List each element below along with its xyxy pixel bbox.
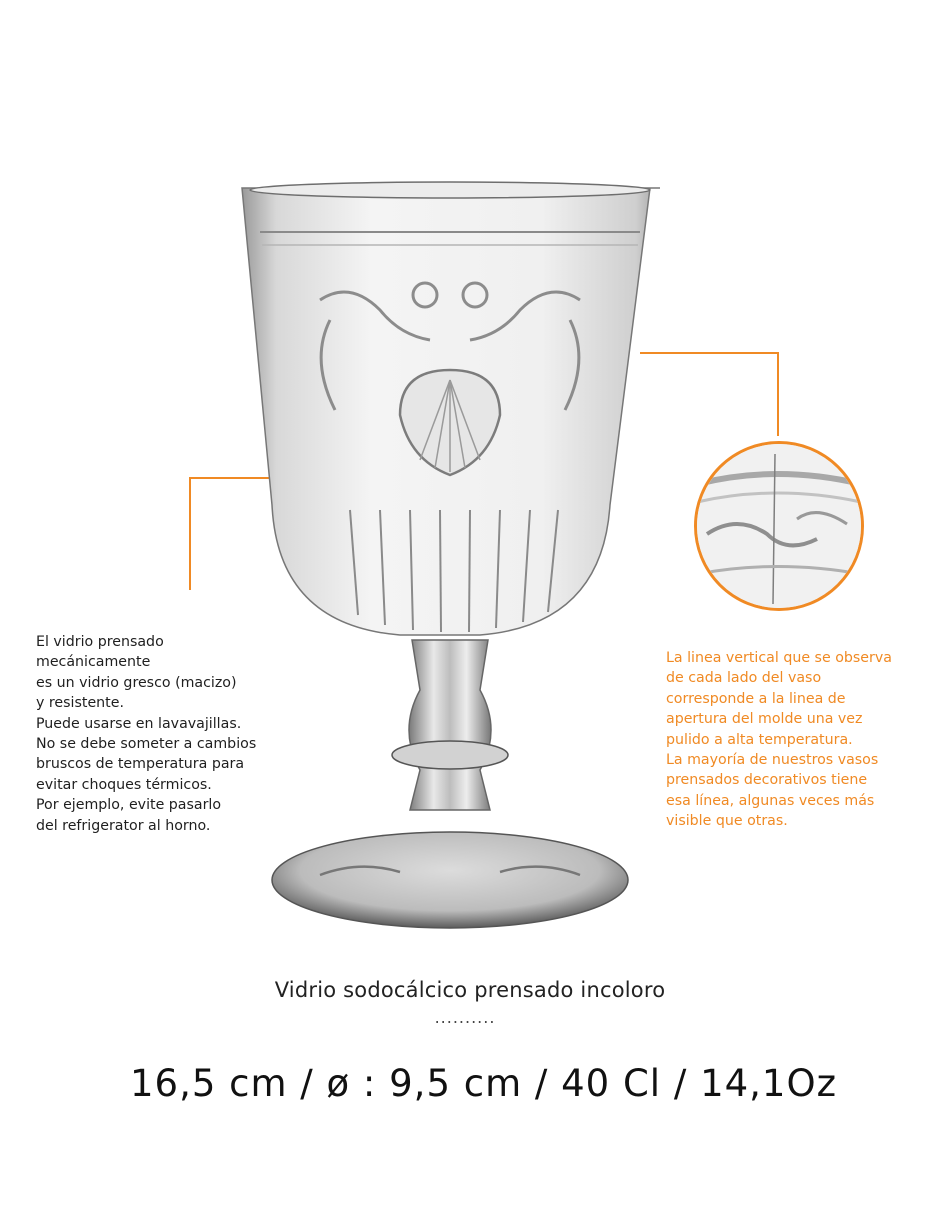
- left-note-line: es un vidrio gresco (macizo): [36, 674, 237, 691]
- left-note-line: Puede usarse en lavavajillas.: [36, 715, 242, 732]
- right-note-line: apertura del molde una vez: [666, 711, 863, 728]
- right-note-line: prensados decorativos tiene: [666, 772, 868, 789]
- right-note-line: corresponde a la linea de: [666, 690, 846, 707]
- left-note-line: evitar choques térmicos.: [36, 776, 212, 793]
- left-note-line: del refrigerator al horno.: [36, 817, 211, 834]
- mold-seam-icon: [697, 444, 861, 608]
- left-note-line: y resistente.: [36, 695, 124, 712]
- material-caption: Vidrio sodocálcico prensado incoloro: [274, 978, 666, 1002]
- dimensions-text: 16,5 cm / ø : 9,5 cm / 40 Cl / 14,1Oz: [130, 1062, 837, 1105]
- right-note-line: de cada lado del vaso: [666, 670, 822, 687]
- right-note: [666, 648, 936, 832]
- glass-foot: [272, 832, 628, 928]
- right-note-line: pulido a alta temperatura.: [666, 731, 853, 748]
- mold-seam-detail: [694, 441, 864, 611]
- glass-rim: [250, 182, 650, 198]
- right-callout-line: [640, 353, 778, 436]
- left-note-line: No se debe someter a cambios: [36, 736, 257, 753]
- glass-stem: [409, 640, 491, 810]
- left-note: [36, 632, 306, 836]
- left-note-line: Por ejemplo, evite pasarlo: [36, 797, 222, 814]
- dotted-separator: ..........: [434, 1008, 496, 1027]
- left-note-line: El vidrio prensado: [36, 634, 164, 650]
- right-note-line: esa línea, algunas veces más: [666, 792, 875, 809]
- left-note-line: mecánicamente: [36, 654, 151, 671]
- left-note-line: bruscos de temperatura para: [36, 756, 245, 773]
- right-note-line: visible que otras.: [666, 813, 788, 830]
- right-note-line: La linea vertical que se observa: [666, 650, 892, 666]
- right-note-line: La mayoría de nuestros vasos: [666, 752, 879, 769]
